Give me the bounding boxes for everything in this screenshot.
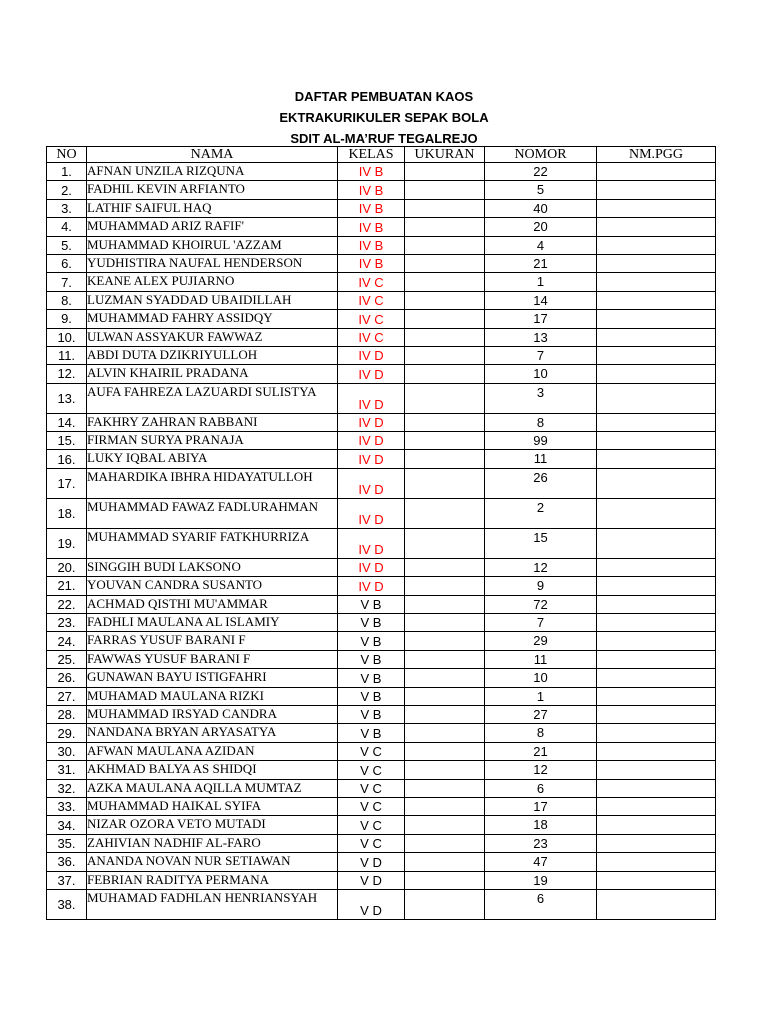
student-name: MUHAMAD FADHLAN HENRIANSYAH [87,889,338,919]
jersey-number: 21 [485,742,597,760]
class-cell: IV B [338,254,405,272]
row-number: 8. [47,291,87,309]
size-cell [405,761,485,779]
table-row [47,889,716,919]
size-cell [405,650,485,668]
table-row [47,254,716,272]
jersey-number: 40 [485,199,597,217]
table-row [47,650,716,668]
class-cell: V D [338,889,405,919]
table-row [47,432,716,450]
class-cell: V B [338,650,405,668]
size-cell [405,687,485,705]
row-number: 28. [47,705,87,723]
jersey-number: 9 [485,577,597,595]
size-cell [405,834,485,852]
size-cell [405,853,485,871]
row-number: 24. [47,632,87,650]
row-number: 29. [47,724,87,742]
jersey-number: 10 [485,669,597,687]
class-cell: IV D [338,346,405,364]
jersey-number: 12 [485,761,597,779]
jersey-name-cell [597,761,716,779]
class-cell: IV B [338,163,405,181]
table-row [47,218,716,236]
table-row [47,742,716,760]
table-row [47,236,716,254]
student-name: FARRAS YUSUF BARANI F [87,632,338,650]
jersey-number: 5 [485,181,597,199]
class-cell: IV D [338,468,405,498]
jersey-name-cell [597,468,716,498]
jersey-number: 23 [485,834,597,852]
row-number: 11. [47,346,87,364]
class-cell: V C [338,816,405,834]
student-name: MUHAMMAD IRSYAD CANDRA [87,705,338,723]
size-cell [405,291,485,309]
class-cell: V C [338,797,405,815]
student-name: FAWWAS YUSUF BARANI F [87,650,338,668]
table-row [47,595,716,613]
row-number: 17. [47,468,87,498]
jersey-number: 8 [485,724,597,742]
class-cell: IV D [338,450,405,468]
jersey-name-cell [597,254,716,272]
student-name: ALVIN KHAIRIL PRADANA [87,365,338,383]
class-cell: IV D [338,413,405,431]
size-cell [405,468,485,498]
size-cell [405,365,485,383]
jersey-name-cell [597,834,716,852]
student-name: AFNAN UNZILA RIZQUNA [87,163,338,181]
header-nama: NAMA [87,147,338,163]
jersey-number: 21 [485,254,597,272]
student-name: LUZMAN SYADDAD UBAIDILLAH [87,291,338,309]
class-cell: V B [338,687,405,705]
jersey-name-cell [597,595,716,613]
table-row [47,632,716,650]
row-number: 3. [47,199,87,217]
jersey-number: 7 [485,346,597,364]
row-number: 12. [47,365,87,383]
size-cell [405,236,485,254]
jersey-number: 99 [485,432,597,450]
class-cell: V B [338,724,405,742]
table-row [47,871,716,889]
table-row [47,528,716,558]
student-name: MUHAMMAD ARIZ RAFIF' [87,218,338,236]
document-title-block [0,86,768,149]
size-cell [405,383,485,413]
table-row [47,614,716,632]
jersey-name-cell [597,558,716,576]
jersey-name-cell [597,181,716,199]
table-row [47,779,716,797]
jersey-name-cell [597,273,716,291]
size-cell [405,254,485,272]
jersey-number: 29 [485,632,597,650]
student-name: FAKHRY ZAHRAN RABBANI [87,413,338,431]
student-name: MUHAMMAD FAHRY ASSIDQY [87,310,338,328]
student-name: FADHIL KEVIN ARFIANTO [87,181,338,199]
row-number: 14. [47,413,87,431]
jersey-name-cell [597,310,716,328]
class-cell: V B [338,595,405,613]
jersey-number: 13 [485,328,597,346]
table-row [47,273,716,291]
jersey-name-cell [597,816,716,834]
student-name: FADHLI MAULANA AL ISLAMIY [87,614,338,632]
size-cell [405,199,485,217]
jersey-number: 2 [485,498,597,528]
jersey-name-cell [597,383,716,413]
row-number: 20. [47,558,87,576]
class-cell: IV C [338,291,405,309]
jersey-name-cell [597,199,716,217]
class-cell: IV B [338,236,405,254]
student-name: AFWAN MAULANA AZIDAN [87,742,338,760]
table-row [47,181,716,199]
student-name: ABDI DUTA DZIKRIYULLOH [87,346,338,364]
student-name: AKHMAD BALYA AS SHIDQI [87,761,338,779]
jersey-name-cell [597,889,716,919]
row-number: 4. [47,218,87,236]
size-cell [405,558,485,576]
student-name: ANANDA NOVAN NUR SETIAWAN [87,853,338,871]
table-row [47,669,716,687]
jersey-name-cell [597,498,716,528]
row-number: 30. [47,742,87,760]
document-subtitle: EKTRAKURIKULER SEPAK BOLA [279,110,489,125]
jersey-number: 19 [485,871,597,889]
jersey-number: 22 [485,163,597,181]
size-cell [405,889,485,919]
size-cell [405,669,485,687]
jersey-name-cell [597,871,716,889]
row-number: 37. [47,871,87,889]
school-name: SDIT AL-MA’RUF TEGALREJO [290,131,478,146]
table-row [47,853,716,871]
student-name: MUHAMMAD SYARIF FATKHURRIZA [87,528,338,558]
table-row [47,365,716,383]
table-row [47,724,716,742]
jersey-number: 4 [485,236,597,254]
table-row [47,291,716,309]
size-cell [405,181,485,199]
jersey-number: 72 [485,595,597,613]
row-number: 16. [47,450,87,468]
row-number: 23. [47,614,87,632]
jersey-name-cell [597,450,716,468]
size-cell [405,577,485,595]
student-name: AUFA FAHREZA LAZUARDI SULISTYA [87,383,338,413]
class-cell: V B [338,705,405,723]
size-cell [405,432,485,450]
size-cell [405,346,485,364]
table-row [47,199,716,217]
jersey-name-cell [597,328,716,346]
table-row [47,705,716,723]
jersey-name-cell [597,797,716,815]
student-name: NIZAR OZORA VETO MUTADI [87,816,338,834]
jersey-name-cell [597,413,716,431]
jersey-name-cell [597,853,716,871]
jersey-name-cell [597,687,716,705]
size-cell [405,871,485,889]
size-cell [405,724,485,742]
size-cell [405,632,485,650]
row-number: 33. [47,797,87,815]
jersey-number: 12 [485,558,597,576]
jersey-number: 47 [485,853,597,871]
student-name: MUHAMMAD KHOIRUL 'AZZAM [87,236,338,254]
row-number: 31. [47,761,87,779]
row-number: 36. [47,853,87,871]
jersey-number: 17 [485,310,597,328]
class-cell: V B [338,614,405,632]
class-cell: IV C [338,310,405,328]
jersey-number: 6 [485,889,597,919]
table-row [47,816,716,834]
student-name: FIRMAN SURYA PRANAJA [87,432,338,450]
table-row [47,163,716,181]
table-row [47,413,716,431]
jersey-name-cell [597,528,716,558]
size-cell [405,273,485,291]
class-cell: V B [338,669,405,687]
row-number: 34. [47,816,87,834]
header-nmpgg: NM.PGG [597,147,716,163]
jersey-name-cell [597,614,716,632]
student-name: SINGGIH BUDI LAKSONO [87,558,338,576]
class-cell: IV D [338,498,405,528]
table-row [47,310,716,328]
size-cell [405,218,485,236]
row-number: 13. [47,383,87,413]
size-cell [405,163,485,181]
size-cell [405,595,485,613]
jersey-number: 11 [485,450,597,468]
table-row [47,797,716,815]
jersey-name-cell [597,432,716,450]
table-row [47,498,716,528]
jersey-name-cell [597,650,716,668]
row-number: 35. [47,834,87,852]
class-cell: IV C [338,328,405,346]
jersey-name-cell [597,163,716,181]
row-number: 38. [47,889,87,919]
student-name: YOUVAN CANDRA SUSANTO [87,577,338,595]
table-row [47,577,716,595]
class-cell: IV D [338,577,405,595]
jersey-number: 27 [485,705,597,723]
table-header-row [47,147,716,163]
row-number: 18. [47,498,87,528]
row-number: 22. [47,595,87,613]
jersey-number: 14 [485,291,597,309]
class-cell: IV D [338,365,405,383]
member-table [46,146,716,920]
row-number: 32. [47,779,87,797]
table-row [47,468,716,498]
row-number: 25. [47,650,87,668]
row-number: 7. [47,273,87,291]
class-cell: V D [338,871,405,889]
jersey-number: 6 [485,779,597,797]
student-name: KEANE ALEX PUJIARNO [87,273,338,291]
student-name: MUHAMMAD HAIKAL SYIFA [87,797,338,815]
jersey-name-cell [597,632,716,650]
student-name: GUNAWAN BAYU ISTIGFAHRI [87,669,338,687]
student-name: YUDHISTIRA NAUFAL HENDERSON [87,254,338,272]
table-row [47,328,716,346]
jersey-number: 15 [485,528,597,558]
class-cell: V D [338,853,405,871]
jersey-number: 8 [485,413,597,431]
jersey-name-cell [597,577,716,595]
jersey-number: 17 [485,797,597,815]
row-number: 19. [47,528,87,558]
class-cell: IV D [338,383,405,413]
size-cell [405,413,485,431]
jersey-name-cell [597,218,716,236]
size-cell [405,310,485,328]
jersey-name-cell [597,346,716,364]
class-cell: V B [338,632,405,650]
table-row [47,383,716,413]
document-title: DAFTAR PEMBUATAN KAOS [294,89,474,104]
class-cell: IV C [338,273,405,291]
jersey-name-cell [597,724,716,742]
jersey-name-cell [597,291,716,309]
student-name: LATHIF SAIFUL HAQ [87,199,338,217]
jersey-number: 20 [485,218,597,236]
row-number: 10. [47,328,87,346]
student-name: LUKY IQBAL ABIYA [87,450,338,468]
jersey-name-cell [597,669,716,687]
size-cell [405,328,485,346]
header-no: NO [47,147,87,163]
table-row [47,761,716,779]
row-number: 2. [47,181,87,199]
jersey-number: 26 [485,468,597,498]
class-cell: IV D [338,528,405,558]
size-cell [405,528,485,558]
class-cell: IV B [338,218,405,236]
class-cell: IV D [338,558,405,576]
jersey-number: 18 [485,816,597,834]
row-number: 6. [47,254,87,272]
table-row [47,687,716,705]
class-cell: V C [338,742,405,760]
row-number: 21. [47,577,87,595]
jersey-name-cell [597,705,716,723]
student-name: AZKA MAULANA AQILLA MUMTAZ [87,779,338,797]
class-cell: IV B [338,181,405,199]
row-number: 5. [47,236,87,254]
student-name: MAHARDIKA IBHRA HIDAYATULLOH [87,468,338,498]
size-cell [405,797,485,815]
class-cell: V C [338,834,405,852]
row-number: 1. [47,163,87,181]
table-row [47,834,716,852]
table-row [47,450,716,468]
row-number: 27. [47,687,87,705]
size-cell [405,498,485,528]
jersey-number: 1 [485,273,597,291]
jersey-number: 1 [485,687,597,705]
student-name: ACHMAD QISTHI MU'AMMAR [87,595,338,613]
jersey-name-cell [597,236,716,254]
size-cell [405,742,485,760]
header-ukuran: UKURAN [405,147,485,163]
student-name: MUHAMMAD FAWAZ FADLURAHMAN [87,498,338,528]
table-row [47,558,716,576]
class-cell: V C [338,761,405,779]
jersey-number: 10 [485,365,597,383]
class-cell: IV D [338,432,405,450]
header-nomor: NOMOR [485,147,597,163]
jersey-number: 11 [485,650,597,668]
student-name: MUHAMAD MAULANA RIZKI [87,687,338,705]
jersey-name-cell [597,779,716,797]
row-number: 15. [47,432,87,450]
row-number: 26. [47,669,87,687]
size-cell [405,779,485,797]
header-kelas: KELAS [338,147,405,163]
table-row [47,346,716,364]
student-name: NANDANA BRYAN ARYASATYA [87,724,338,742]
jersey-name-cell [597,742,716,760]
class-cell: V C [338,779,405,797]
jersey-name-cell [597,365,716,383]
size-cell [405,450,485,468]
size-cell [405,705,485,723]
size-cell [405,614,485,632]
student-name: FEBRIAN RADITYA PERMANA [87,871,338,889]
jersey-number: 3 [485,383,597,413]
size-cell [405,816,485,834]
jersey-number: 7 [485,614,597,632]
student-name: ZAHIVIAN NADHIF AL-FARO [87,834,338,852]
class-cell: IV B [338,199,405,217]
row-number: 9. [47,310,87,328]
student-name: ULWAN ASSYAKUR FAWWAZ [87,328,338,346]
